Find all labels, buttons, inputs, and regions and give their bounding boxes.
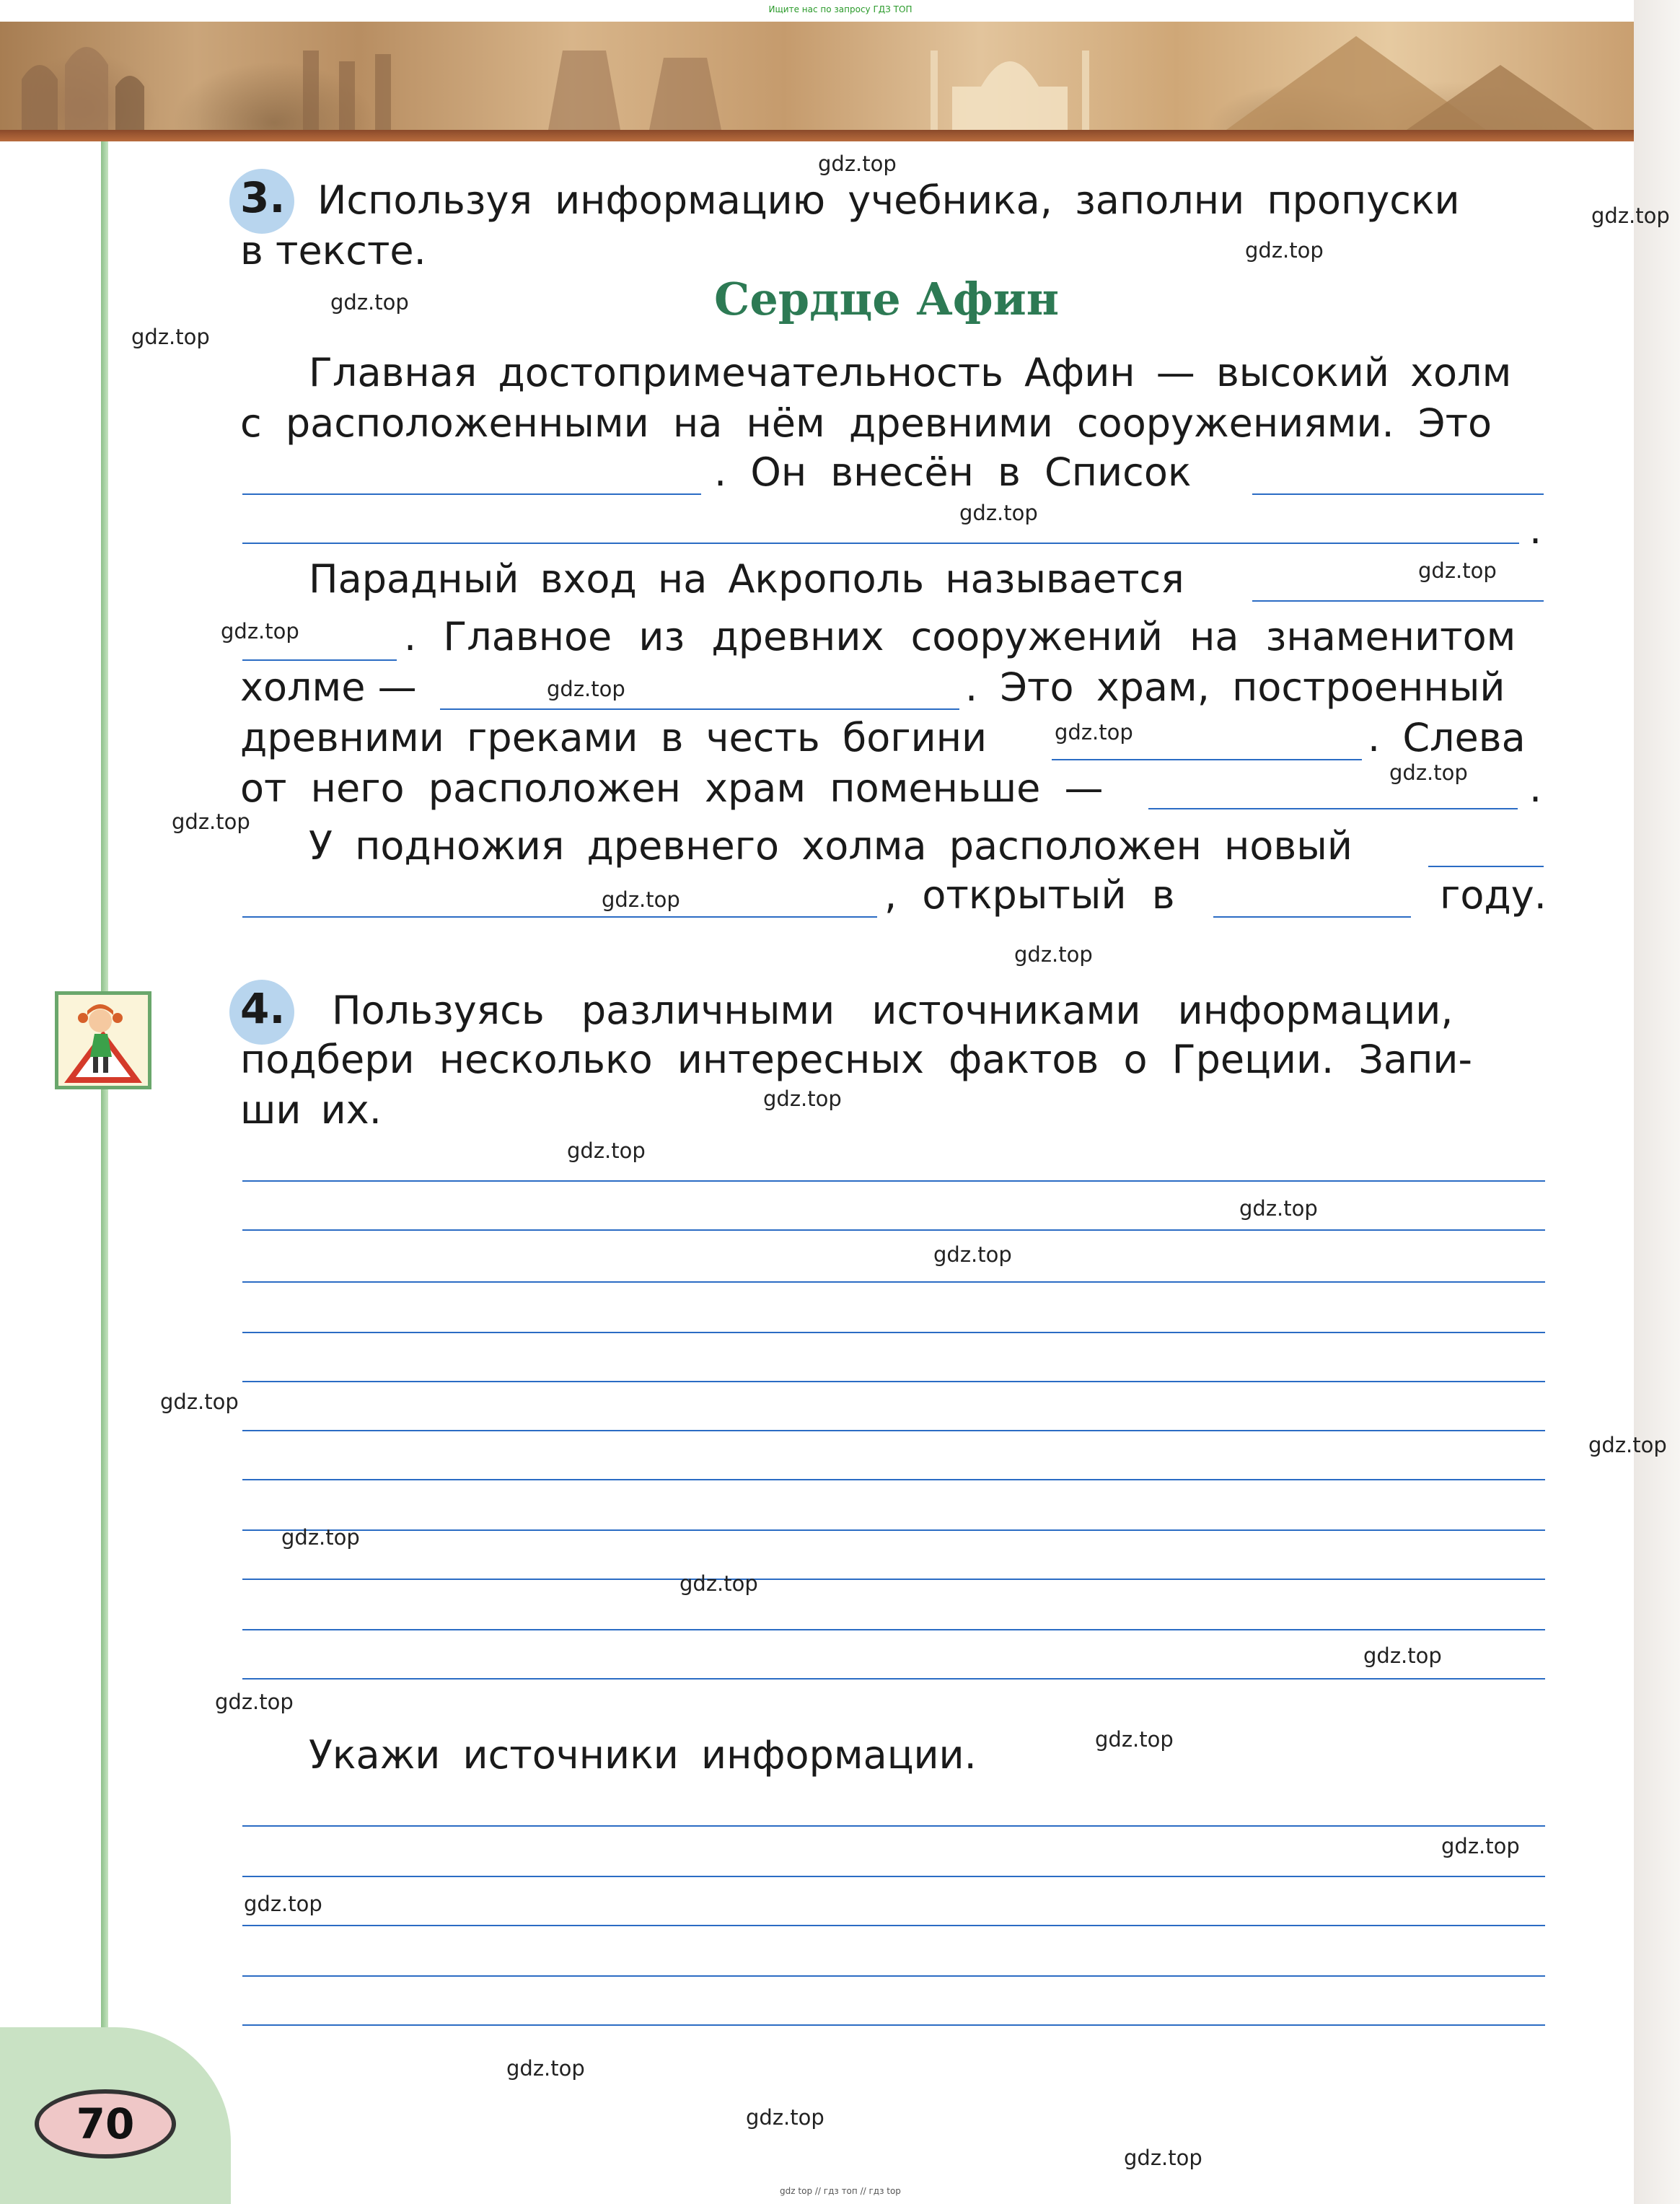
watermark: gdz.top (818, 152, 897, 176)
task3-number: 3. (240, 173, 286, 222)
answer-line-9[interactable] (242, 1579, 1545, 1580)
p2-line2: . Главное из древних сооружений на знаменитом (404, 614, 1516, 659)
answer-line-2[interactable] (242, 1229, 1545, 1231)
watermark: gdz.top (131, 325, 210, 349)
answer-line-5[interactable] (242, 1381, 1545, 1382)
watermark: gdz.top (244, 1892, 322, 1916)
header-banner-border (0, 130, 1634, 141)
watermark: gdz.top (1591, 203, 1670, 228)
header-note: Ищите нас по запросу ГДЗ ТОП (768, 4, 912, 14)
watermark: gdz.top (547, 677, 625, 701)
watermark: gdz.top (1095, 1727, 1174, 1752)
watermark: gdz.top (1014, 942, 1093, 967)
p2-line4b: . Слева (1368, 715, 1526, 760)
answer-line-3[interactable] (242, 1281, 1545, 1283)
answer-line-10[interactable] (242, 1629, 1545, 1630)
sources-line-1[interactable] (242, 1825, 1545, 1827)
p2-line3b: . Это храм, построенный (965, 664, 1505, 710)
blank-acropolis[interactable] (242, 493, 701, 495)
watermark: gdz.top (1363, 1643, 1442, 1668)
blank-year[interactable] (1213, 916, 1411, 918)
watermark: gdz.top (1239, 1196, 1318, 1221)
task4-line1: Пользуясь различными источниками информации, (332, 988, 1453, 1033)
p3-line1: У подножия древнего холма расположен новый (309, 823, 1353, 869)
blank-list-part1[interactable] (1252, 493, 1544, 495)
watermark: gdz.top (680, 1571, 758, 1596)
watermark: gdz.top (1124, 2146, 1202, 2170)
p2-line4a: древними греками в честь богини (240, 715, 988, 760)
footer-note: gdz top // гдз топ // гдз top (780, 2186, 901, 2196)
blank-propylaea-part2[interactable] (242, 659, 397, 661)
p2-end: . (1529, 765, 1542, 811)
margin-line (101, 141, 108, 2154)
header-banner (0, 22, 1634, 130)
watermark: gdz.top (1441, 1834, 1520, 1858)
p2-line5: от него расположен храм поменьше — (240, 765, 1104, 811)
watermark: gdz.top (602, 887, 680, 912)
sources-line-5[interactable] (242, 2024, 1545, 2026)
task3-instruction-line2: в тексте. (240, 228, 426, 273)
watermark: gdz.top (1055, 720, 1133, 745)
p1-line3: . Он внесён в Список (714, 449, 1192, 495)
sources-line-3[interactable] (242, 1925, 1545, 1926)
blank-museum-part1[interactable] (1428, 866, 1544, 867)
sources-line-2[interactable] (242, 1876, 1545, 1877)
watermark: gdz.top (763, 1086, 842, 1111)
watermark: gdz.top (959, 501, 1038, 525)
banner-landmarks-illustration (0, 22, 1634, 130)
task4-number: 4. (240, 984, 286, 1033)
blank-erechtheion[interactable] (1148, 808, 1518, 809)
blank-goddess[interactable] (1052, 759, 1362, 760)
watermark: gdz.top (172, 809, 250, 834)
p3-line2b: году. (1440, 872, 1547, 918)
answer-line-1[interactable] (242, 1180, 1545, 1182)
task3-instruction-line1: Используя информацию учебника, заполни пропуски (317, 177, 1460, 223)
page-number: 70 (76, 2099, 135, 2148)
answer-line-4[interactable] (242, 1332, 1545, 1333)
blank-list-part2[interactable] (242, 543, 1519, 544)
watermark: gdz.top (506, 2056, 585, 2081)
text-title: Сердце Афин (714, 273, 1060, 325)
watermark: gdz.top (1588, 1433, 1667, 1457)
answer-line-7[interactable] (242, 1479, 1545, 1480)
watermark: gdz.top (933, 1242, 1012, 1267)
blank-propylaea-part1[interactable] (1252, 600, 1544, 602)
watermark: gdz.top (746, 2105, 824, 2130)
blank-museum-part2[interactable] (242, 916, 877, 918)
answer-line-8[interactable] (242, 1529, 1545, 1531)
watermark: gdz.top (221, 619, 299, 644)
task4-line2: подбери несколько интересных фактов о Греции. Запи- (240, 1037, 1472, 1082)
watermark: gdz.top (1418, 558, 1497, 583)
answer-line-6[interactable] (242, 1430, 1545, 1431)
watermark: gdz.top (567, 1138, 646, 1163)
p1-end: . (1529, 507, 1542, 553)
watermark: gdz.top (281, 1525, 360, 1550)
watermark: gdz.top (1245, 238, 1324, 263)
page-edge (1634, 0, 1680, 2204)
p1-line1: Главная достопримечательность Афин — высокий холм (309, 350, 1512, 395)
sources-label: Укажи источники информации. (309, 1732, 977, 1778)
watermark: gdz.top (1389, 760, 1468, 785)
watermark: gdz.top (330, 290, 409, 315)
p2-line1: Парадный вход на Акрополь называется (309, 556, 1184, 602)
girl-warning-sign-icon (55, 991, 151, 1089)
watermark: gdz.top (215, 1690, 294, 1714)
task4-line3: ши их. (240, 1087, 382, 1133)
p3-line2a: , открытый в (884, 872, 1175, 918)
answer-line-11[interactable] (242, 1678, 1545, 1680)
sources-line-4[interactable] (242, 1975, 1545, 1977)
p2-line3a: холме — (240, 664, 417, 710)
p1-line2: с расположенными на нём древними сооружениями. Это (240, 400, 1492, 446)
watermark: gdz.top (160, 1389, 239, 1414)
blank-parthenon[interactable] (440, 708, 959, 710)
